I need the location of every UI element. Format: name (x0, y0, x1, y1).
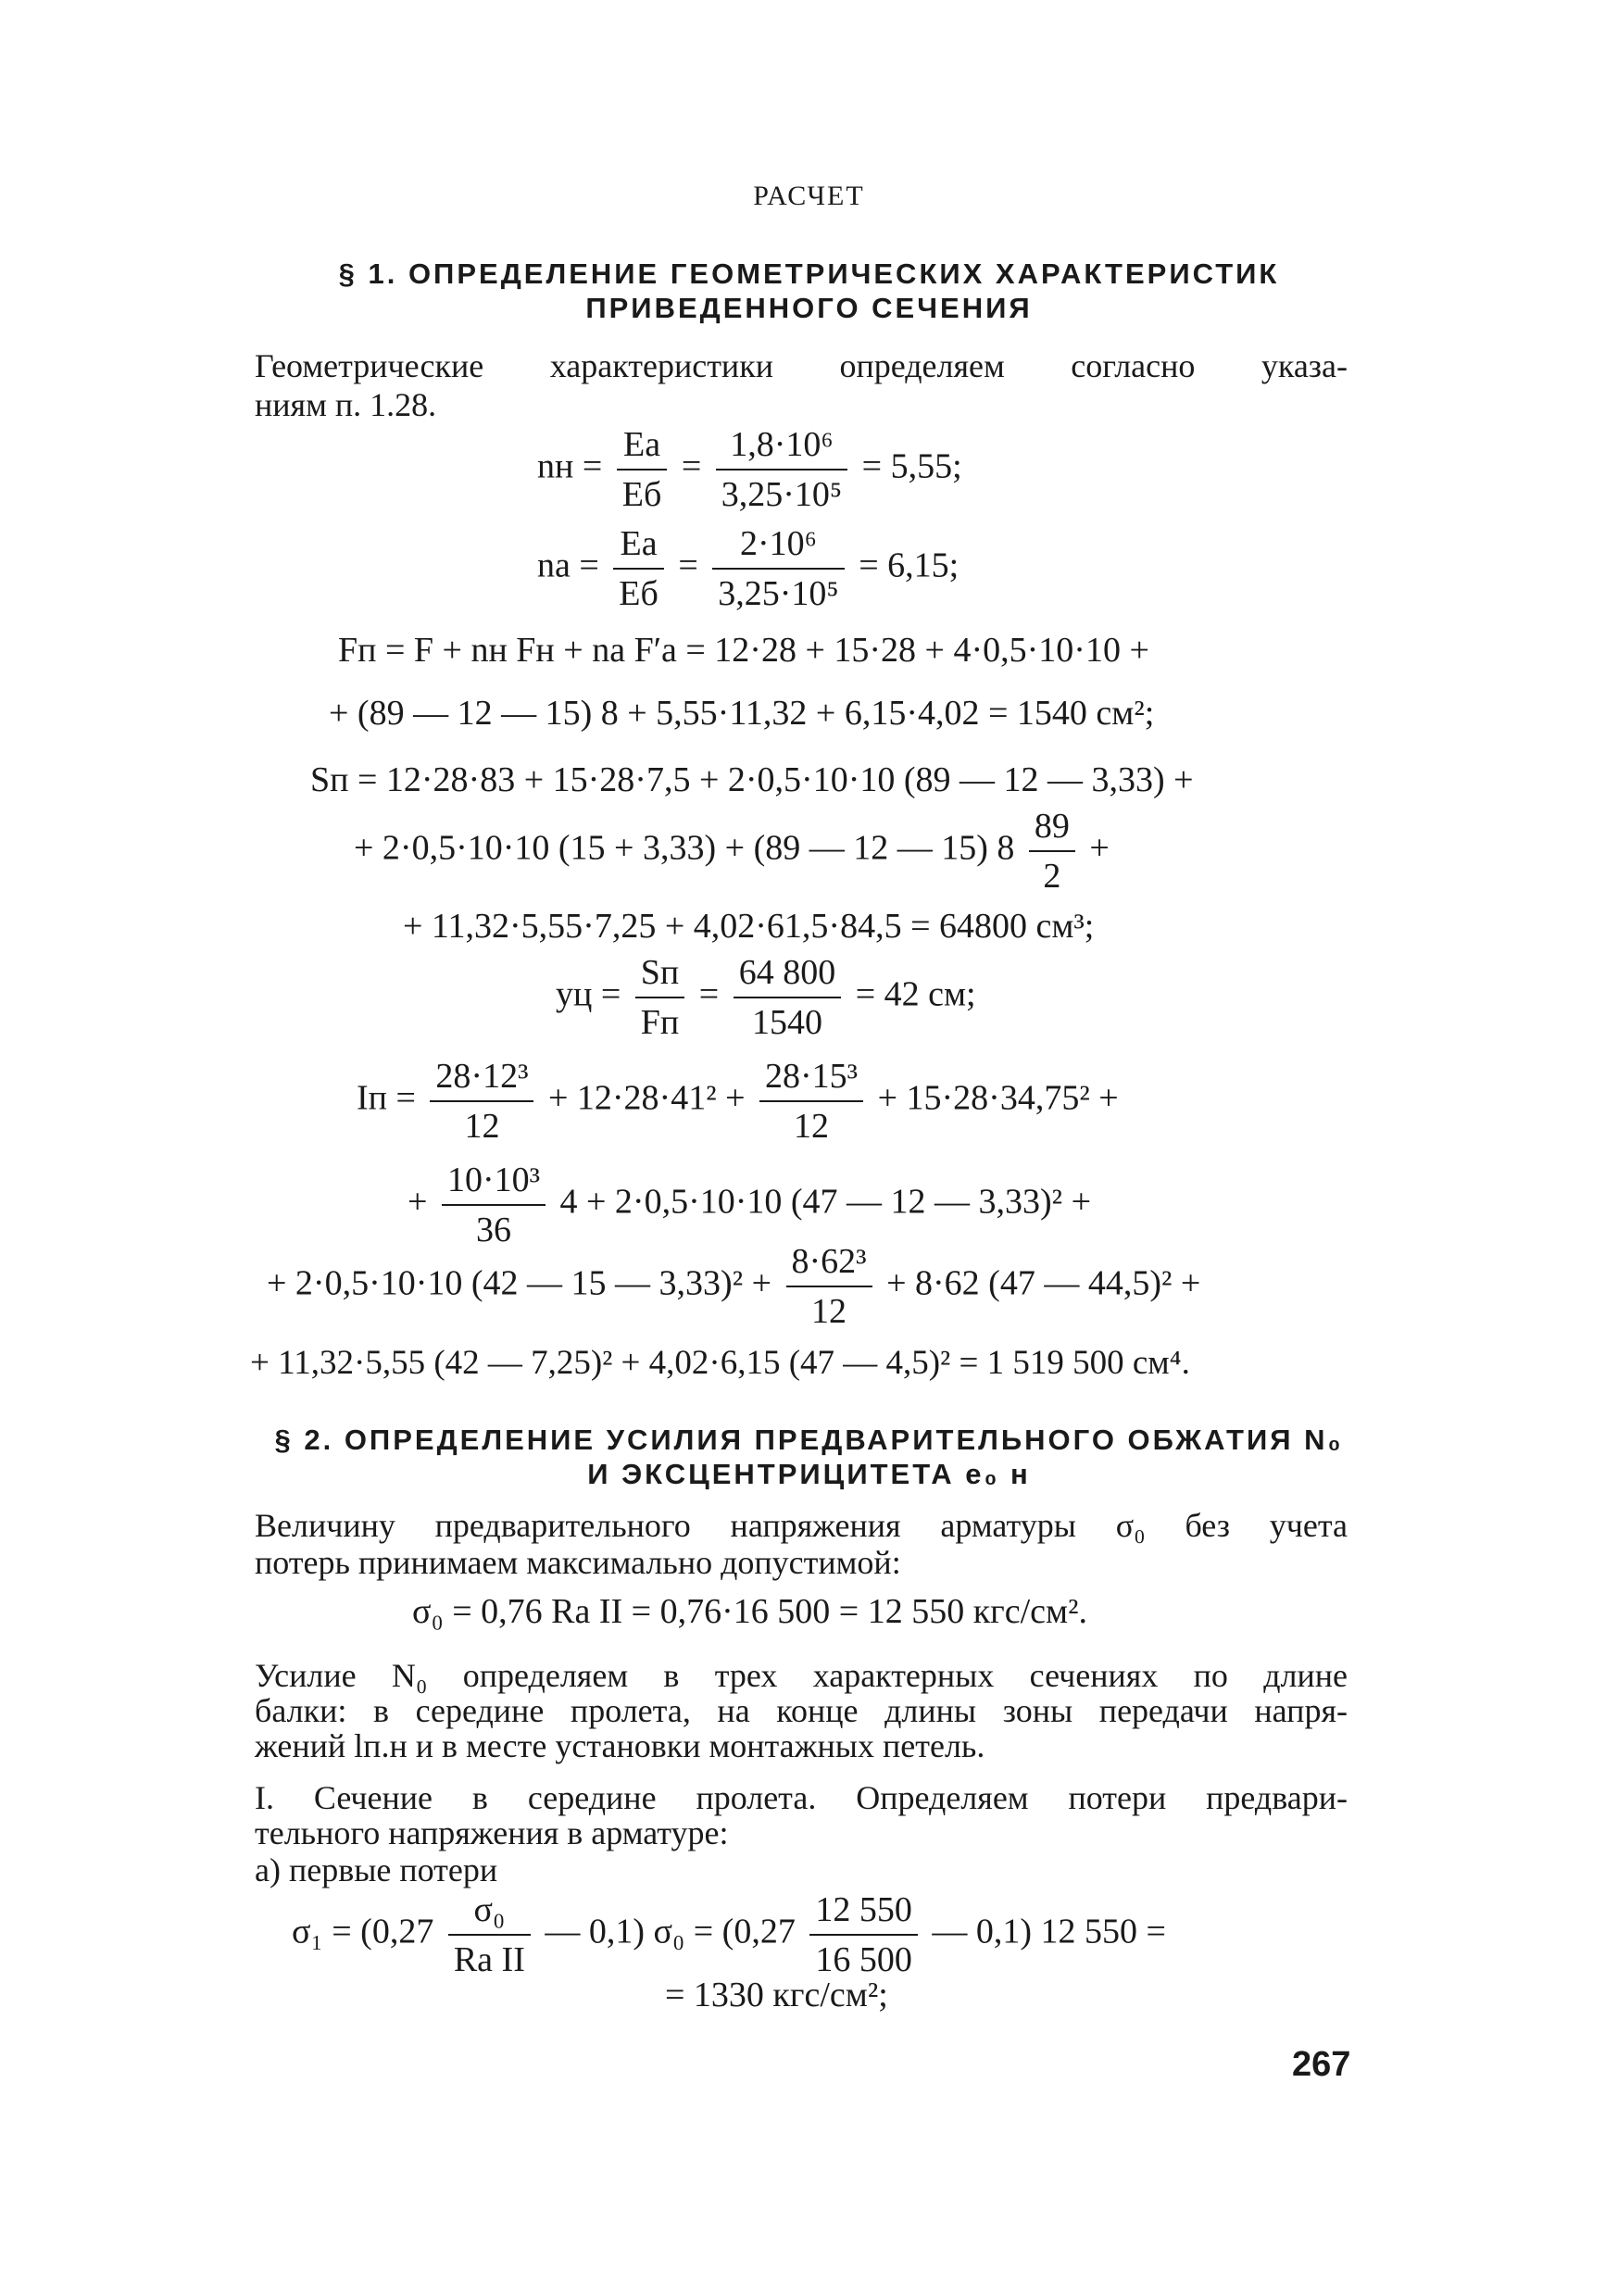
fraction (1029, 806, 1075, 897)
fraction-numerator: Sп (635, 952, 684, 998)
fraction (809, 1889, 918, 1980)
equation-sigma0: σ₀ = 0,76 Rа II = 0,76·16 500 = 12 550 кгс/см². (412, 1592, 1087, 1631)
eq-lhs: + 2·0,5·10·10 (42 — 15 — 3,33)² + (267, 1263, 772, 1303)
fraction (734, 952, 842, 1043)
eq-text: + 12·28·41² + (547, 1078, 746, 1118)
fraction-numerator: 28·15³ (759, 1056, 863, 1102)
eq-rhs: = 42 см; (855, 974, 976, 1014)
section1-intro-line1: Геометрические характеристики определяем согласно указа- (255, 347, 1348, 384)
section1-heading-line1: § 1. ОПРЕДЕЛЕНИЕ ГЕОМЕТРИЧЕСКИХ ХАРАКТЕРИСТИК (338, 257, 1280, 290)
fraction (712, 523, 844, 614)
fraction-denominator: 12 (464, 1107, 500, 1146)
equation-ip-line1 (357, 1056, 1119, 1147)
fraction (716, 424, 847, 515)
eq-rhs: = 5,55; (861, 446, 962, 486)
eq-lhs: + (408, 1182, 428, 1222)
fraction-numerator: 64 800 (734, 952, 842, 998)
section2-para2-line1: Усилие N₀ определяем в трех характерных сечениях по длине (255, 1657, 1348, 1694)
equation-sigma1 (292, 1889, 1166, 1980)
fraction-denominator: 2 (1043, 857, 1061, 896)
equation-sigma1-result: = 1330 кгс/см²; (665, 1976, 888, 2014)
fraction-numerator: 8·62³ (786, 1241, 872, 1287)
eq-text: + 2·0,5·10·10 (15 + 3,33) + (89 — 12 — 15) 8 (354, 828, 1015, 868)
eq-rhs: + 8·62 (47 — 44,5)² + (886, 1263, 1201, 1303)
section1-heading-line2: ПРИВЕДЕННОГО СЕЧЕНИЯ (585, 292, 1033, 324)
section2-para2-line2: балки: в середине пролета, на конце длины зоны передачи напря- (255, 1692, 1348, 1729)
fraction-numerator: 89 (1029, 806, 1075, 852)
fraction-denominator: 36 (475, 1211, 511, 1249)
fraction-denominator: Eб (619, 574, 658, 613)
fraction-numerator: Eа (617, 424, 668, 470)
equation-n-a: nа = $\frac{Eа}{Eб}$ = $\frac{\text{2·10⁶}}{\text{3,25·10⁵}}$ = 6,15; (537, 524, 960, 613)
fraction (442, 1160, 546, 1250)
eq-text: + (1089, 828, 1110, 868)
section2-para3-line1: I. Сечение в середине пролета. Определяем потери предвари- (255, 1779, 1348, 1816)
section2-para3-line2: тельного напряжения в арматуре: (255, 1814, 729, 1851)
fraction-numerator: 10·10³ (442, 1160, 546, 1206)
fraction-numerator: 12 550 (809, 1889, 918, 1936)
section2-para2-line3: жений lп.н и в месте установки монтажных петель. (255, 1727, 985, 1764)
fraction-denominator: Rа II (453, 1940, 525, 1979)
equation-ip-line3 (267, 1241, 1200, 1332)
equation-sp-line3: + 11,32·5,55·7,25 + 4,02·61,5·84,5 = 64800 см³; (403, 907, 1095, 946)
eq-lhs: nн = (537, 446, 603, 486)
page-number: 267 (1292, 2045, 1351, 2084)
equation-ip-line4: + 11,32·5,55 (42 — 7,25)² + 4,02·6,15 (47 — 4,5)² = 1 519 500 см⁴. (250, 1344, 1190, 1382)
eq-lhs: σ₁ = (0,27 (292, 1912, 434, 1951)
fraction (786, 1241, 872, 1332)
eq-rhs: = 6,15; (859, 546, 960, 585)
page-title: РАСЧЕТ (753, 181, 865, 211)
fraction-denominator: 12 (794, 1107, 830, 1146)
eq-lhs: Iп = (357, 1078, 416, 1118)
eq-rhs: — 0,1) 12 550 = (932, 1912, 1166, 1951)
section1-intro-line2: ниям п. 1.28. (255, 386, 437, 423)
fraction (613, 523, 664, 614)
eq-rhs: + 15·28·34,75² + (877, 1078, 1119, 1118)
equation-n-n: nн = $\frac{Eа}{Eб}$ = $\frac{\text{1,8·10⁶}}{\text{3,25·10⁵}}$ = 5,55; (537, 425, 962, 514)
section2-para1-line1: Величину предварительного напряжения арматуры σ₀ без учета (255, 1507, 1348, 1544)
eq-lhs: yц = (556, 974, 621, 1014)
section2-heading-line2: И ЭКСЦЕНТРИЦИТЕТА e₀ н (587, 1458, 1031, 1490)
equation-ip-line2 (408, 1160, 1091, 1250)
section2-para1-line2: потерь принимаем максимально допустимой: (255, 1544, 901, 1581)
fraction-denominator: Fп (640, 1003, 680, 1042)
fraction-numerator: 28·12³ (430, 1056, 533, 1102)
equation-sp-line2 (354, 806, 1110, 897)
fraction-denominator: 1540 (751, 1003, 822, 1042)
fraction-denominator: 12 (811, 1292, 847, 1331)
equation-yc: yц = $\frac{Sп}{Fп}$ = $\frac{64 800}{1540}$ = 42 см; (556, 953, 976, 1042)
section2-para3-line3: а) первые потери (255, 1851, 498, 1888)
fraction-numerator: Eа (613, 523, 664, 570)
equation-fp-line1: Fп = F + nн Fн + nа F′а = 12·28 + 15·28 + 4·0,5·10·10 + (338, 631, 1149, 670)
equation-fp-line2: + (89 — 12 — 15) 8 + 5,55·11,32 + 6,15·4,02 = 1540 см²; (329, 694, 1155, 733)
equation-sp-line1: Sп = 12·28·83 + 15·28·7,5 + 2·0,5·10·10 (89 — 12 — 3,33) + (310, 760, 1194, 799)
fraction (635, 952, 684, 1043)
eq-lhs: nа = (537, 546, 599, 585)
fraction-numerator: σ₀ (448, 1889, 531, 1936)
eq-text: — 0,1) σ₀ = (0,27 (545, 1912, 796, 1951)
eq-rhs: 4 + 2·0,5·10·10 (47 — 12 — 3,33)² + (559, 1182, 1092, 1222)
fraction-denominator: 16 500 (815, 1940, 912, 1979)
fraction-numerator: 2·10⁶ (712, 523, 844, 570)
fraction (448, 1889, 531, 1980)
fraction-numerator: 1,8·10⁶ (716, 424, 847, 470)
fraction (430, 1056, 533, 1147)
fraction (617, 424, 668, 515)
fraction-denominator: 3,25·10⁵ (718, 574, 839, 613)
fraction (759, 1056, 863, 1147)
fraction-denominator: 3,25·10⁵ (721, 475, 843, 514)
section2-heading-line1: § 2. ОПРЕДЕЛЕНИЕ УСИЛИЯ ПРЕДВАРИТЕЛЬНОГО ОБЖАТИЯ N₀ (274, 1424, 1344, 1456)
fraction-denominator: Eб (621, 475, 662, 514)
